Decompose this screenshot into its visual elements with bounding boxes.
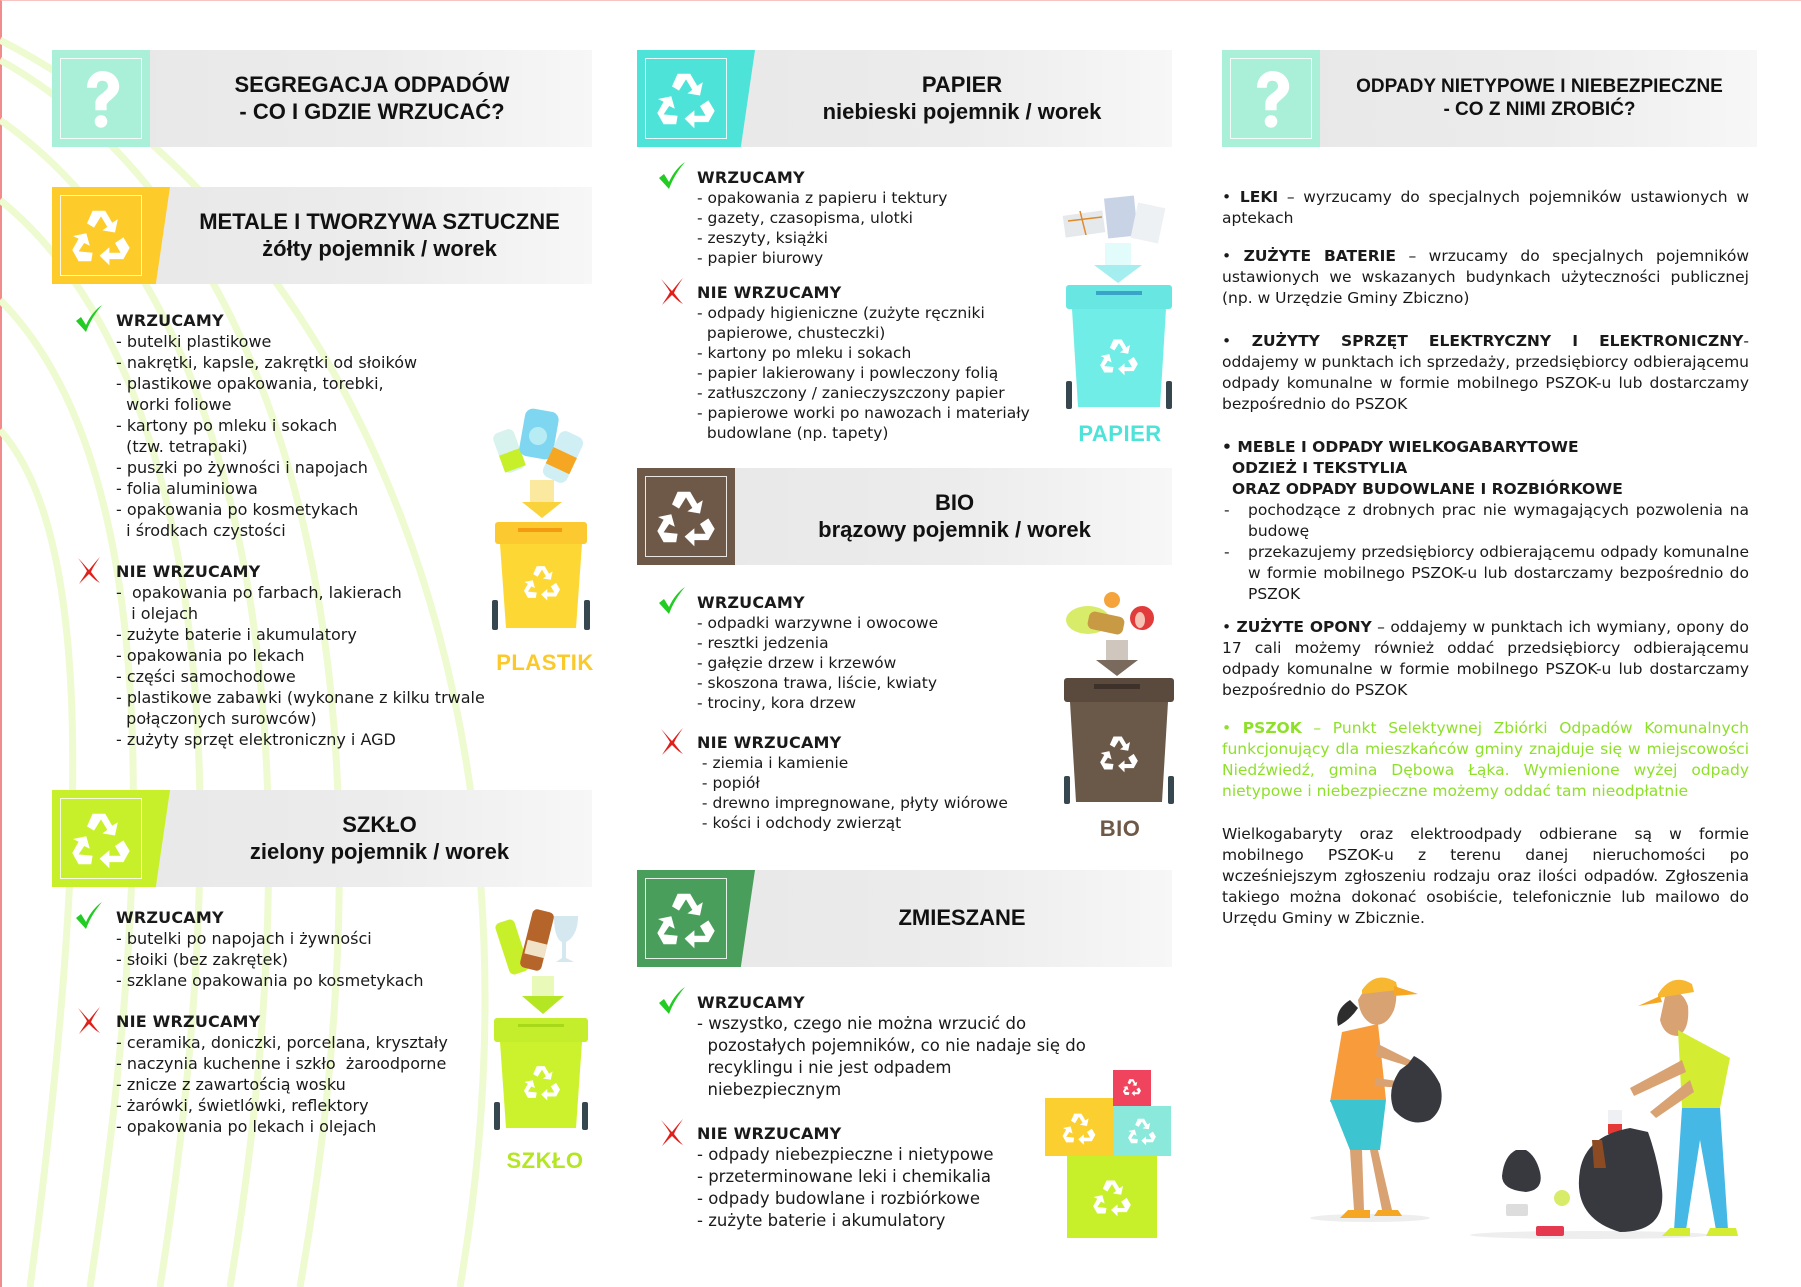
szklo-title-text: SZKŁO xyxy=(342,812,417,838)
zmieszane-yes-heading: WRZUCAMY xyxy=(697,993,805,1012)
list-item: - gałęzie drzew i krzewów xyxy=(697,654,897,672)
cross-icon xyxy=(74,1005,104,1035)
mixed-bins-icons xyxy=(1045,1070,1175,1240)
recycle-icon xyxy=(651,482,721,552)
list-item: niebezpiecznym xyxy=(697,1080,842,1099)
column-right xyxy=(1222,50,1757,946)
list-item: pozostałych pojemników, co nie nadaje się do xyxy=(697,1036,1086,1055)
list-item: - butelki plastikowe xyxy=(116,332,272,351)
opony-label: ZUŻYTE OPONY xyxy=(1236,618,1372,636)
list-item: i środkach czystości xyxy=(116,521,286,540)
list-item: - kartony po mleku i sokach xyxy=(116,416,338,435)
list-item: - plastikowe opakowania, torebki, xyxy=(116,374,384,393)
special-title-line1: ODPADY NIETYPOWE I NIEBEZPIECZNE xyxy=(1356,75,1723,97)
szklo-title xyxy=(177,790,582,887)
recycle-icon xyxy=(651,884,721,954)
list-item: budowlane (np. tapety) xyxy=(697,424,889,442)
list-item: - opakowania po farbach, lakierach xyxy=(116,583,402,602)
list-item: i olejach xyxy=(116,604,199,623)
zmieszane-badge xyxy=(637,870,755,967)
special-header-title xyxy=(1332,50,1747,147)
papier-title-text: PAPIER xyxy=(921,72,1003,98)
cross-icon xyxy=(657,276,687,306)
papier-bin-label: PAPIER xyxy=(1078,421,1162,446)
list-item: - gazety, czasopisma, ulotki xyxy=(697,209,913,227)
main-title-line2: - CO I GDZIE WRZUCAĆ? xyxy=(239,98,505,124)
bio-yes-heading: WRZUCAMY xyxy=(697,593,805,612)
metale-yes-heading: WRZUCAMY xyxy=(116,311,224,330)
list-item: - odpady niebezpieczne i nietypowe xyxy=(697,1145,994,1164)
list-item: - papierowe worki po nawozach i materiały xyxy=(697,404,1030,422)
special-title-line2: - CO Z NIMI ZROBIĆ? xyxy=(1443,98,1636,120)
recycle-icon xyxy=(66,804,136,874)
bio-title xyxy=(747,468,1162,565)
list-item: - zużyty sprzęt elektroniczny i AGD xyxy=(116,730,396,749)
footer-paragraph: Wielkogabaryty oraz elektroodpady odbierane są w formie mobilnego PSZOK-u z terenu danej nieruchomości po wcześniejszym zgłoszeniu rodzaju oraz ilości odpadów. Zgłoszenia takiego można dokonać osobiście, telefonicznie lub mailowo do Urzędu Gminy w Zbicznie. xyxy=(1222,825,1749,927)
szklo-no-heading: NIE WRZUCAMY xyxy=(116,1012,261,1031)
sprzet-text: - oddajemy w punktach ich sprzedaży, przedsiębiorcy odbierającemu odpady komunalne w formie mobilnego PSZOK-u lub dostarczamy bezpośrednio do PSZOK xyxy=(1222,332,1749,413)
plastic-bottles-icon xyxy=(470,400,620,640)
baterie-text: – wrzucamy do specjalnych pojemników ustawionych we wskazanych budynkach użyteczności publicznej (np. w Urzędzie Gminy Zbiczno) xyxy=(1222,247,1749,307)
list-item: - folia aluminiowa xyxy=(116,479,258,498)
list-item: - zużyte baterie i akumulatory xyxy=(697,1211,946,1230)
cross-icon xyxy=(657,1117,687,1147)
question-mark-icon xyxy=(66,64,136,134)
list-item: worki foliowe xyxy=(116,395,232,414)
meble-line2: ODZIEŻ I TEKSTYLIA xyxy=(1232,459,1408,477)
szklo-bin-label: SZKŁO xyxy=(506,1148,584,1173)
list-item: - wszystko, czego nie można wrzucić do xyxy=(697,1014,1027,1033)
bio-title-text: BIO xyxy=(934,490,975,516)
papier-bin-illustration xyxy=(1050,195,1190,455)
food-scraps-icon xyxy=(1050,590,1190,820)
bio-badge xyxy=(637,468,735,565)
papier-header xyxy=(637,50,1172,147)
papier-subtitle: niebieski pojemnik / worek xyxy=(822,98,1102,124)
meble-list xyxy=(1222,500,1749,605)
list-item: - pochodzące z drobnych prac nie wymagających pozwolenia na budowę xyxy=(1222,500,1749,542)
plastik-bin-label: PLASTIK xyxy=(496,650,594,675)
list-item: - opakowania z papieru i tektury xyxy=(697,189,948,207)
bio-bin-label: BIO xyxy=(1099,816,1141,841)
list-item: - opakowania po lekach i olejach xyxy=(116,1117,377,1136)
list-item: - przekazujemy przedsiębiorcy odbierającemu odpady komunalne w formie mobilnego PSZOK-u lub dostarczamy bezpośrednio do PSZOK xyxy=(1222,542,1749,605)
list-item: (tzw. tetrapaki) xyxy=(116,437,248,456)
metale-title xyxy=(177,187,582,284)
check-icon xyxy=(657,161,687,191)
check-icon xyxy=(657,986,687,1016)
list-item: - znicze z zawartością wosku xyxy=(116,1075,346,1094)
papier-badge xyxy=(637,50,755,147)
list-item: - zatłuszczony / zanieczyszczony papier xyxy=(697,384,1005,402)
volunteers-illustration xyxy=(1290,960,1760,1260)
main-header-title xyxy=(162,50,582,147)
check-icon xyxy=(74,901,104,931)
plastik-bin-illustration xyxy=(470,400,620,680)
list-item: - butelki po napojach i żywności xyxy=(116,929,372,948)
pszok-paragraph: • PSZOK – Punkt Selektywnej Zbiórki Odpadów Komunalnych funkcjonujący dla mieszkańców gminy znajduje się w miejscowości Niedźwiedź, gmina Dębowa Łąka. Wymienione wyżej odpady nietypowe i niebezpieczne możemy oddać tam nieodpłatnie xyxy=(1222,719,1749,800)
papier-title xyxy=(762,50,1162,147)
bio-header xyxy=(637,468,1172,565)
list-item: - opakowania po lekach xyxy=(116,646,305,665)
bio-subtitle: brązowy pojemnik / worek xyxy=(818,516,1091,542)
main-header xyxy=(52,50,592,147)
metale-subtitle: żółty pojemnik / worek xyxy=(262,235,497,261)
metale-badge xyxy=(52,187,170,284)
zmieszane-header xyxy=(637,870,1172,967)
recycle-icon xyxy=(651,64,721,134)
list-item: - opakowania po kosmetykach xyxy=(116,500,359,519)
list-item: - papier lakierowany i powleczony folią xyxy=(697,364,999,382)
list-item: - skoszona trawa, liście, kwiaty xyxy=(697,674,938,692)
metale-header xyxy=(52,187,592,284)
special-info xyxy=(1222,187,1757,929)
baterie-label: ZUŻYTE BATERIE xyxy=(1243,247,1397,265)
list-item: połączonych surowców) xyxy=(116,709,317,728)
pszok-label: PSZOK xyxy=(1242,719,1302,737)
opony-paragraph: • ZUŻYTE OPONY – oddajemy w punktach ich wymiany, opony do 17 cali możemy również oddać przedsiębiorcy odbierającemu odpady komunalne w formie mobilnego PSZOK-u lub dostarczamy bezpośrednio do PSZOK xyxy=(1222,618,1749,699)
question-mark-icon xyxy=(1236,64,1306,134)
main-header-badge xyxy=(52,50,150,147)
cross-icon xyxy=(657,726,687,756)
list-item: - trociny, kora drzew xyxy=(697,694,857,712)
zmieszane-title-text: ZMIESZANE xyxy=(898,905,1026,931)
szklo-badge xyxy=(52,790,170,887)
cross-icon xyxy=(74,555,104,585)
check-icon xyxy=(657,586,687,616)
list-item: - przeterminowane leki i chemikalia xyxy=(697,1167,991,1186)
list-item: - ceramika, doniczki, porcelana, kryształy xyxy=(116,1033,448,1052)
opony-text: – oddajemy w punktach ich wymiany, opony do 17 cali możemy również oddać przedsiębiorcy odbierającemu odpady komunalne w formie mobilnego PSZOK-u lub dostarczamy bezpośrednio do PSZOK xyxy=(1222,618,1749,699)
list-item: - puszki po żywności i napojach xyxy=(116,458,368,477)
list-item: - odpady budowlane i rozbiórkowe xyxy=(697,1189,981,1208)
szklo-subtitle: zielony pojemnik / worek xyxy=(249,838,510,864)
list-item: - zeszyty, książki xyxy=(697,229,828,247)
list-item: - kości i odchody zwierząt xyxy=(697,814,902,832)
list-item: papierowe, chusteczki) xyxy=(697,324,886,342)
sprzet-paragraph: • ZUŻYTY SPRZĘT ELEKTRYCZNY I ELEKTRONICZNY- oddajemy w punktach ich sprzedaży, przedsiębiorcy odbierającemu odpady komunalne w formie mobilnego PSZOK-u lub dostarczamy bezpośrednio do PSZOK xyxy=(1222,332,1749,413)
list-item: - papier biurowy xyxy=(697,249,824,267)
list-item: - nakrętki, kapsle, zakrętki od słoików xyxy=(116,353,418,372)
list-item: - żarówki, świetlówki, reflektory xyxy=(116,1096,369,1115)
metale-title-text: METALE I TWORZYWA SZTUCZNE xyxy=(199,209,560,235)
meble-line1: MEBLE I ODPADY WIELKOGABARYTOWE xyxy=(1237,438,1579,456)
list-item: - słoiki (bez zakrętek) xyxy=(116,950,289,969)
papier-yes-heading: WRZUCAMY xyxy=(697,168,805,187)
szklo-bin-illustration xyxy=(470,900,620,1180)
leki-label: LEKI xyxy=(1239,188,1279,206)
paper-stack-icon xyxy=(1050,195,1190,425)
list-item: - ziemia i kamienie xyxy=(697,754,849,772)
list-item: recyklingu i nie jest odpadem xyxy=(697,1058,952,1077)
papier-no-heading: NIE WRZUCAMY xyxy=(697,283,842,302)
metale-no-heading: NIE WRZUCAMY xyxy=(116,562,261,581)
leki-text: – wyrzucamy do specjalnych pojemników ustawionych w aptekach xyxy=(1222,188,1749,227)
list-item: - odpady higieniczne (zużyte ręczniki xyxy=(697,304,985,322)
zmieszane-no-heading: NIE WRZUCAMY xyxy=(697,1124,842,1143)
list-item: - szklane opakowania po kosmetykach xyxy=(116,971,424,990)
recycle-icon xyxy=(66,201,136,271)
sprzet-label: ZUŻYTY SPRZĘT ELEKTRYCZNY I ELEKTRONICZNY xyxy=(1251,332,1744,350)
list-item: - kartony po mleku i sokach xyxy=(697,344,912,362)
baterie-paragraph: • ZUŻYTE BATERIE – wrzucamy do specjalnych pojemników ustawionych we wskazanych budynkach użyteczności publicznej (np. w Urzędzie Gminy Zbiczno) xyxy=(1222,247,1749,307)
pszok-text: – Punkt Selektywnej Zbiórki Odpadów Komunalnych funkcjonujący dla mieszkańców gminy znajduje się w miejscowości Niedźwiedź, gmina Dębowa Łąka. Wymienione wyżej odpady nietypowe i niebezpieczne możemy oddać tam nieodpłatnie xyxy=(1222,719,1749,800)
list-item: - drewno impregnowane, płyty wiórowe xyxy=(697,794,1008,812)
list-item: - popiół xyxy=(697,774,760,792)
list-item: - naczynia kuchenne i szkło żaroodporne xyxy=(116,1054,447,1073)
meble-heading: • MEBLE I ODPADY WIELKOGABARYTOWE ODZIEŻ I TEKSTYLIA ORAZ ODPADY BUDOWLANE I ROZBIÓRKOWE xyxy=(1222,437,1749,500)
bio-no-heading: NIE WRZUCAMY xyxy=(697,733,842,752)
list-item: - resztki jedzenia xyxy=(697,634,829,652)
check-icon xyxy=(74,304,104,334)
main-title-line1: SEGREGACJA ODPADÓW xyxy=(234,72,510,98)
list-item: - plastikowe zabawki (wykonane z kilku trwale xyxy=(116,688,485,707)
szklo-yes-heading: WRZUCAMY xyxy=(116,908,224,927)
meble-line3: ORAZ ODPADY BUDOWLANE I ROZBIÓRKOWE xyxy=(1232,480,1623,498)
bio-bin-illustration xyxy=(1050,590,1190,860)
zmieszane-title xyxy=(762,870,1162,967)
special-header xyxy=(1222,50,1757,147)
list-item: - części samochodowe xyxy=(116,667,296,686)
glass-bottles-icon xyxy=(470,900,620,1140)
special-header-badge xyxy=(1222,50,1320,147)
szklo-header xyxy=(52,790,592,887)
list-item: - zużyte baterie i akumulatory xyxy=(116,625,357,644)
list-item: - odpadki warzywne i owocowe xyxy=(697,614,939,632)
leki-paragraph: • LEKI – wyrzucamy do specjalnych pojemników ustawionych w aptekach xyxy=(1222,188,1749,227)
